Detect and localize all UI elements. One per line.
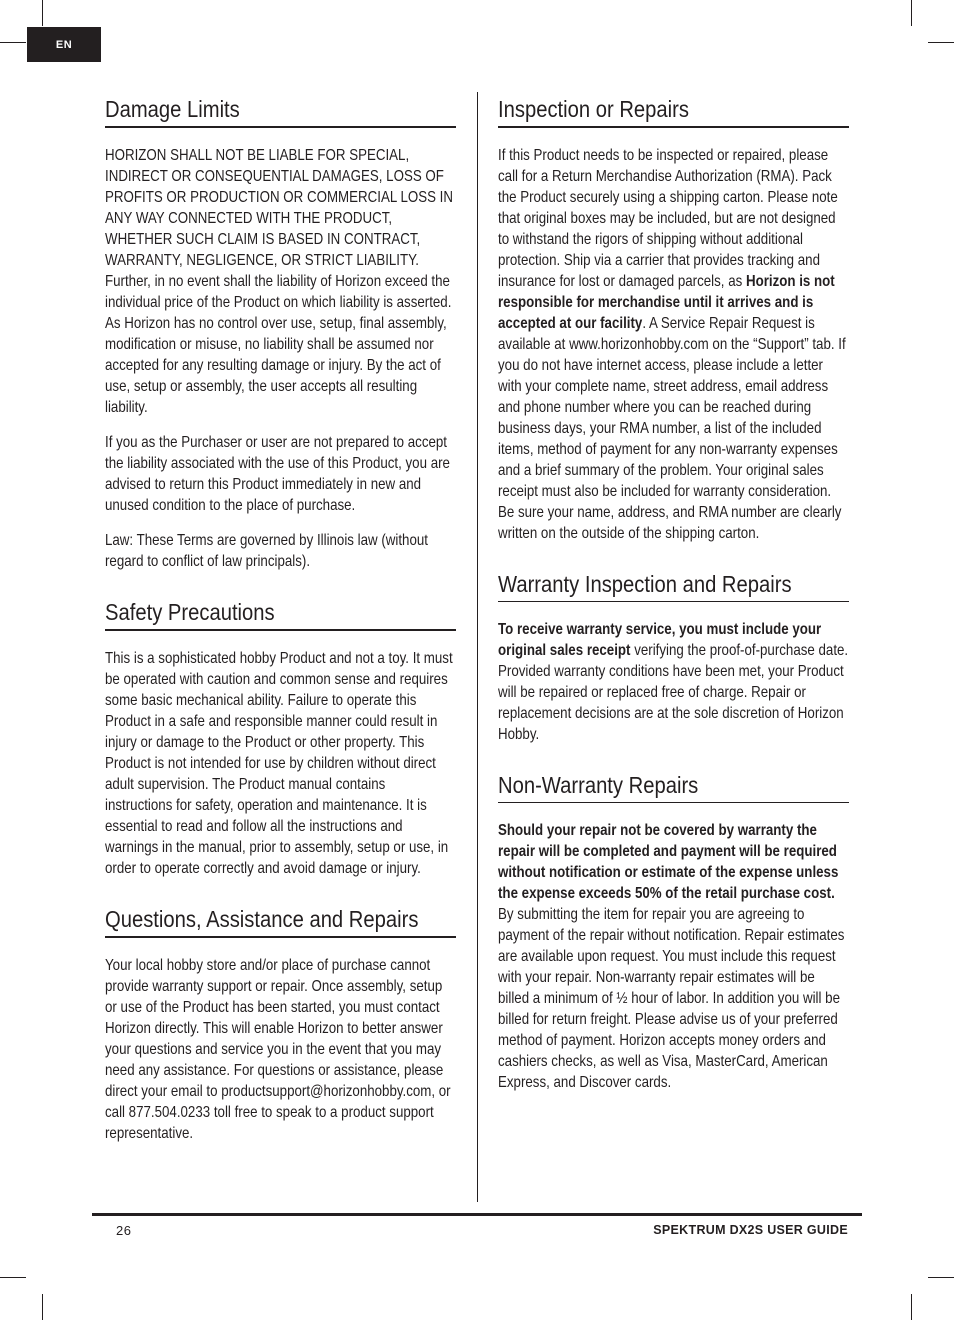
bold-text: Horizon is not responsible for merchandise until it arrives and is accepted at our facility — [498, 273, 835, 332]
non-warranty-section — [498, 771, 849, 1093]
damage-limits-section — [105, 95, 456, 572]
left-column — [105, 95, 456, 1158]
text-span: By submitting the item for repair you are agreeing to payment of the repair without notification. Repair estimates are available upon request. You must include this request with your repair. Non-warranty repair estimates will be billed a minimum of ½ hour of labor. In addition you will be billed for return freight. Please advise us of your preferred method of payment. Horizon accepts money orders and cashiers checks, as well as Visa, MasterCard, American Express, and Discover cards. — [498, 906, 845, 1091]
section-heading: Damage Limits — [105, 96, 240, 122]
heading-rule — [498, 601, 849, 602]
guide-title: SPEKTRUM DX2S USER GUIDE — [653, 1223, 848, 1237]
text-span: verifying the proof-of-purchase date. Provided warranty conditions have been met, your Product will be repaired or replaced free of charge. Repair or replacement decisions are at the sole discretion of Horizon Hobby. — [498, 642, 849, 743]
footer-rule — [92, 1213, 862, 1216]
crop-mark — [911, 1294, 912, 1320]
crop-mark — [911, 0, 912, 26]
section-heading: Inspection or Repairs — [498, 96, 689, 122]
inspection-section — [498, 95, 849, 544]
language-tab: EN — [27, 27, 101, 62]
bold-text: To receive warranty service, you must include your original sales receipt — [498, 621, 822, 659]
crop-mark — [0, 1277, 26, 1278]
crop-mark — [0, 42, 26, 43]
heading-rule — [498, 126, 849, 128]
crop-mark — [928, 1277, 954, 1278]
column-divider — [477, 92, 478, 1202]
paragraph: Law: These Terms are governed by Illinois law (without regard to conflict of law principals). — [105, 532, 428, 570]
safety-precautions-section — [105, 598, 456, 879]
section-heading: Non-Warranty Repairs — [498, 772, 699, 798]
text-span: If this Product needs to be inspected or repaired, please call for a Return Merchandise Authorization (RMA). Pack the Product securely using a shipping carton. Please note that original boxes may be included, but are not designed to withstand the rigors of shipping without additional protection. Ship via a carrier that provides tracking and insurance for lost or damaged parcels, as — [498, 147, 838, 290]
questions-section — [105, 905, 456, 1144]
heading-rule — [105, 629, 456, 631]
section-heading: Warranty Inspection and Repairs — [498, 571, 792, 597]
heading-rule — [498, 802, 849, 803]
bold-text: Should your repair not be covered by warranty the repair will be completed and payment will be required without notification or estimate of the expense unless the expense exceeds 50% of the retail purchase cost. — [498, 822, 839, 902]
crop-mark — [928, 42, 954, 43]
heading-rule — [105, 936, 456, 938]
heading-rule — [105, 126, 456, 128]
crop-mark — [42, 1294, 43, 1320]
paragraph — [498, 145, 849, 544]
crop-mark — [42, 0, 43, 26]
warranty-inspection-section — [498, 570, 849, 745]
paragraph: If you as the Purchaser or user are not prepared to accept the liability associated with the use of this Product, you are advised to return this Product immediately in new and unused condition to the place of purchase. — [105, 434, 450, 514]
paragraph: Your local hobby store and/or place of purchase cannot provide warranty support or repair. Once assembly, setup or use of the Product has been started, you must contact Horizon directly. This will enable Horizon to better answer your questions and service you in the event that you may need any assistance. For questions or assistance, please direct your email to productsupport@horizonhobby.com, or call 877.504.0233 toll free to speak to a product support representative. — [105, 957, 451, 1142]
section-heading: Questions, Assistance and Repairs — [105, 906, 419, 932]
right-column — [498, 95, 849, 1107]
paragraph: HORIZON SHALL NOT BE LIABLE FOR SPECIAL, INDIRECT OR CONSEQUENTIAL DAMAGES, LOSS OF PROFITS OR PRODUCTION OR COMMERCIAL LOSS IN ANY WAY CONNECTED WITH THE PRODUCT, WHETHER SUCH CLAIM IS BASED IN CONTRACT, WARRANTY, NEGLIGENCE, OR STRICT LIABILITY. Further, in no event shall the liability of Horizon exceed the individual price of the Product on which liability is asserted. As Horizon has no control over use, setup, final assembly, modification or misuse, no liability shall be assumed nor accepted for any resulting damage or injury. By the act of use, setup or assembly, the user accepts all resulting liability. — [105, 147, 454, 416]
page-number: 26 — [116, 1223, 132, 1238]
section-heading: Safety Precautions — [105, 599, 275, 625]
paragraph: This is a sophisticated hobby Product and not a toy. It must be operated with caution and common sense and requires some basic mechanical ability. Failure to operate this Product in a safe and responsible manner could result in injury or damage to the Product or other property. This Product is not intended for use by children without direct adult supervision. The Product manual contains instructions for safety, operation and maintenance. It is essential to read and follow all the instructions and warnings in the manual, prior to assembly, setup or use, in order to operate correctly and avoid damage or injury. — [105, 650, 453, 877]
paragraph — [498, 619, 849, 745]
text-span: . A Service Repair Request is available at www.horizonhobby.com on the “Support” tab. If you do not have internet access, please include a letter with your complete name, street address, email address and phone number where you can be reached during business days, your RMA number, a list of the included items, method of payment for any non-warranty expenses and a brief summary of the problem. Your original sales receipt must also be included for warranty consideration. Be sure your name, address, and RMA number are clearly written on the outside of the shipping carton. — [498, 315, 846, 542]
paragraph — [498, 820, 849, 1093]
